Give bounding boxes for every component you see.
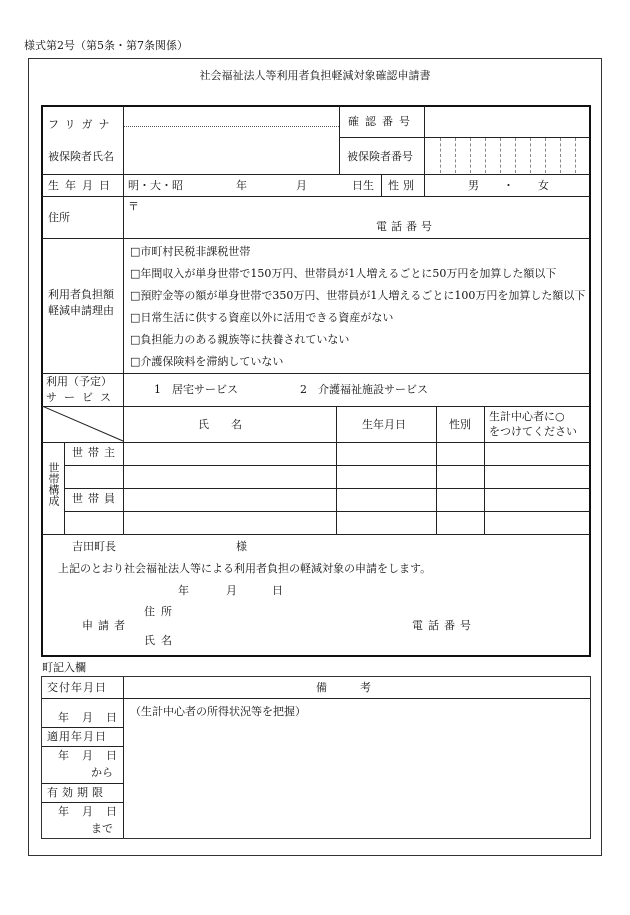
issue-date-label: 交付年月日 [47,681,107,694]
service-label-2: サービス [46,391,118,404]
sex-dot: ・ [503,179,514,192]
apply-date-from: から [91,766,113,779]
decl-address-label: 住所 [144,605,178,618]
dob-label: 生年月日 [48,179,116,192]
address-field[interactable] [140,200,580,216]
decl-applicant-label: 申請者 [82,619,130,632]
reason-option[interactable]: □市町村民税非課税世帯 [130,245,251,258]
service-option-home[interactable]: 1 居宅サービス [154,383,238,396]
insured-number-label: 被保険者番号 [347,150,413,163]
service-label-1: 利用（予定） [46,375,112,388]
addressee-sama: 様 [236,540,247,553]
household-group-label: 世帯構成 [47,462,60,506]
reason-label-1: 利用者負担額 [48,288,114,301]
confirm-number-label: 確認番号 [348,115,416,128]
col-name-header: 氏 名 [198,418,242,431]
col-sex-header: 性別 [449,418,471,431]
dob-month: 月 [296,179,307,192]
addressee: 吉田町長 [72,540,116,553]
remarks-label: 備 考 [316,681,371,694]
insured-number-field[interactable] [426,138,588,173]
decl-year: 年 [178,584,189,597]
decl-name-label: 氏名 [144,634,178,647]
reason-option[interactable]: □年間収入が単身世帯で150万円、世帯員が1人増えるごとに50万円を加算した額以下 [130,267,557,280]
dob-year: 年 [236,179,247,192]
reason-option[interactable]: □負担能力のある親族等に扶養されていない [130,333,350,346]
valid-period-until: まで [91,822,113,835]
valid-period-label: 有効期限 [47,786,107,799]
household-member-label: 世帯員 [72,492,120,505]
declaration-statement: 上記のとおり社会福祉法人等による利用者負担の軽減対象の申請をします。 [58,562,432,575]
col-center-header-2: をつけてください [489,425,577,438]
decl-phone-label: 電話番号 [412,619,476,632]
decl-month: 月 [226,584,237,597]
furigana-label: フリガナ [48,118,116,131]
col-dob-header: 生年月日 [362,418,406,431]
postal-mark: 〒 [128,200,139,213]
apply-date-ymd: 年 月 日 [58,749,118,762]
insured-name-label: 被保険者氏名 [48,150,114,163]
form-code: 様式第2号（第5条・第7条関係） [24,39,188,52]
insured-name-field[interactable] [125,128,337,172]
household-head-label: 世帯主 [72,446,120,459]
apply-date-label: 適用年月日 [47,730,107,743]
era-options[interactable]: 明・大・昭 [128,179,183,192]
reason-option[interactable]: □日常生活に供する資産以外に活用できる資産がない [130,311,394,324]
issue-date-ymd: 年 月 日 [58,711,118,724]
sex-male[interactable]: 男 [468,179,479,192]
valid-period-ymd: 年 月 日 [58,805,118,818]
service-option-facility[interactable]: 2 介護福祉施設サービス [300,383,428,396]
form-title: 社会福祉法人等利用者負担軽減対象確認申請書 [199,69,431,82]
address-label: 住所 [48,211,70,224]
remarks-note: （生計中心者の所得状況等を把握） [130,705,306,718]
dob-day-born: 日生 [352,179,374,192]
sex-female[interactable]: 女 [538,179,549,192]
confirm-number-field[interactable] [426,107,588,136]
phone-label: 電話番号 [376,220,436,233]
office-section-label: 町記入欄 [42,661,86,674]
reason-option[interactable]: □預貯金等の額が単身世帯で350万円、世帯員が1人増えるごとに100万円を加算した額以下 [130,289,586,302]
decl-day: 日 [272,584,283,597]
col-center-header-1: 生計中心者に○ [489,410,565,423]
sex-label: 性別 [388,179,418,192]
diagonal-line [42,406,124,442]
reason-label-2: 軽減申請理由 [48,304,114,317]
reason-option[interactable]: □介護保険料を滞納していない [130,355,284,368]
